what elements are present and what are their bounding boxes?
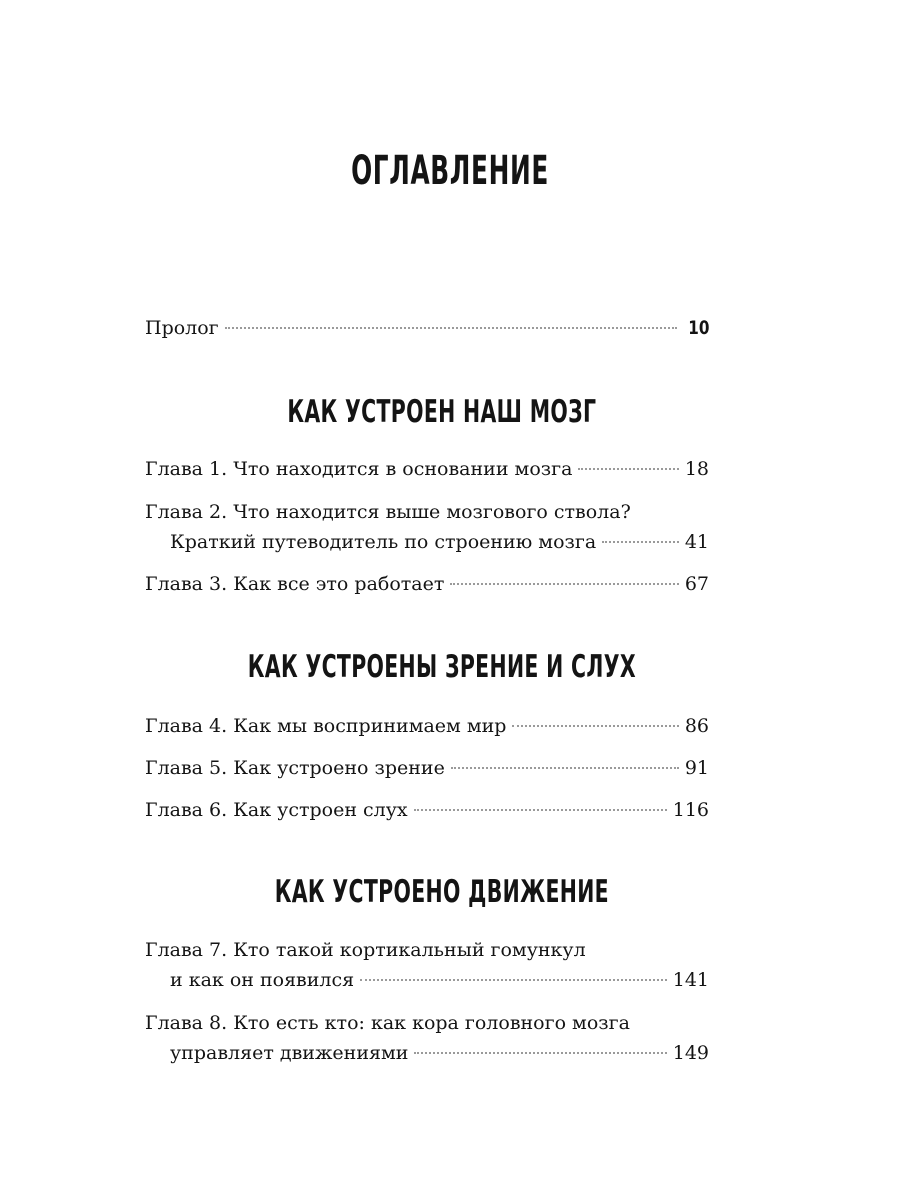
- toc-entry-label: Глава 2. Что находится выше мозгового ствола?: [145, 501, 631, 523]
- dot-leader: [451, 767, 679, 769]
- toc-page-number: 41: [684, 531, 709, 553]
- toc-entry-chapter-2-line-2[interactable]: [170, 530, 709, 554]
- toc-page-number: 18: [684, 458, 709, 480]
- toc-entry-label: Глава 4. Как мы воспринимаем мир: [145, 715, 507, 737]
- toc-entry-chapter-7-line-2[interactable]: [170, 968, 709, 992]
- dot-leader: [602, 541, 679, 543]
- toc-entry-chapter-8-line-2[interactable]: [170, 1041, 709, 1065]
- toc-entry-chapter-2-line-1[interactable]: [145, 500, 709, 524]
- toc-entry-label: Глава 1. Что находится в основании мозга: [145, 458, 573, 480]
- toc-page-number: 10: [687, 317, 709, 339]
- toc-entry-prologue[interactable]: [145, 316, 709, 340]
- section-heading: КАК УСТРОЕН НАШ МОЗГ: [287, 394, 597, 430]
- dot-leader: [512, 725, 678, 727]
- toc-entry-label: Глава 7. Кто такой кортикальный гомункул: [145, 939, 586, 961]
- toc-entry-label: Глава 8. Кто есть кто: как кора головного мозга: [145, 1012, 630, 1034]
- toc-entry-label: Краткий путеводитель по строению мозга: [170, 531, 597, 553]
- toc-entry-label: управляет движениями: [170, 1042, 409, 1064]
- dot-leader: [414, 809, 667, 811]
- toc-entry-chapter-5[interactable]: [145, 756, 709, 780]
- page-title: ОГЛАВЛЕНИЕ: [351, 148, 549, 194]
- section-heading: КАК УСТРОЕНО ДВИЖЕНИЕ: [274, 874, 609, 910]
- toc-entry-label: и как он появился: [170, 969, 355, 991]
- toc-entry-label: Глава 3. Как все это работает: [145, 573, 445, 595]
- toc-page-number: 91: [684, 757, 709, 779]
- dot-leader: [450, 583, 678, 585]
- toc-entry-chapter-4[interactable]: [145, 714, 709, 738]
- toc-page-number: 67: [684, 573, 709, 595]
- toc-page-number: 86: [684, 715, 709, 737]
- toc-entry-chapter-8-line-1[interactable]: [145, 1011, 709, 1035]
- toc-page-number: 116: [672, 799, 709, 821]
- toc-entry-label: Глава 6. Как устроен слух: [145, 799, 408, 821]
- dot-leader: [578, 468, 678, 470]
- toc-entry-label: Пролог: [145, 317, 219, 339]
- toc-entry-label: Глава 5. Как устроено зрение: [145, 757, 445, 779]
- toc-entry-chapter-1[interactable]: [145, 457, 709, 481]
- dot-leader: [360, 979, 667, 981]
- toc-entry-chapter-6[interactable]: [145, 798, 709, 822]
- toc-entry-chapter-7-line-1[interactable]: [145, 938, 709, 962]
- dot-leader: [225, 327, 677, 329]
- toc-page-number: 149: [672, 1042, 709, 1064]
- section-heading: КАК УСТРОЕНЫ ЗРЕНИЕ И СЛУХ: [247, 649, 636, 685]
- toc-entry-chapter-3[interactable]: [145, 572, 709, 596]
- toc-page-number: 141: [672, 969, 709, 991]
- dot-leader: [414, 1052, 666, 1054]
